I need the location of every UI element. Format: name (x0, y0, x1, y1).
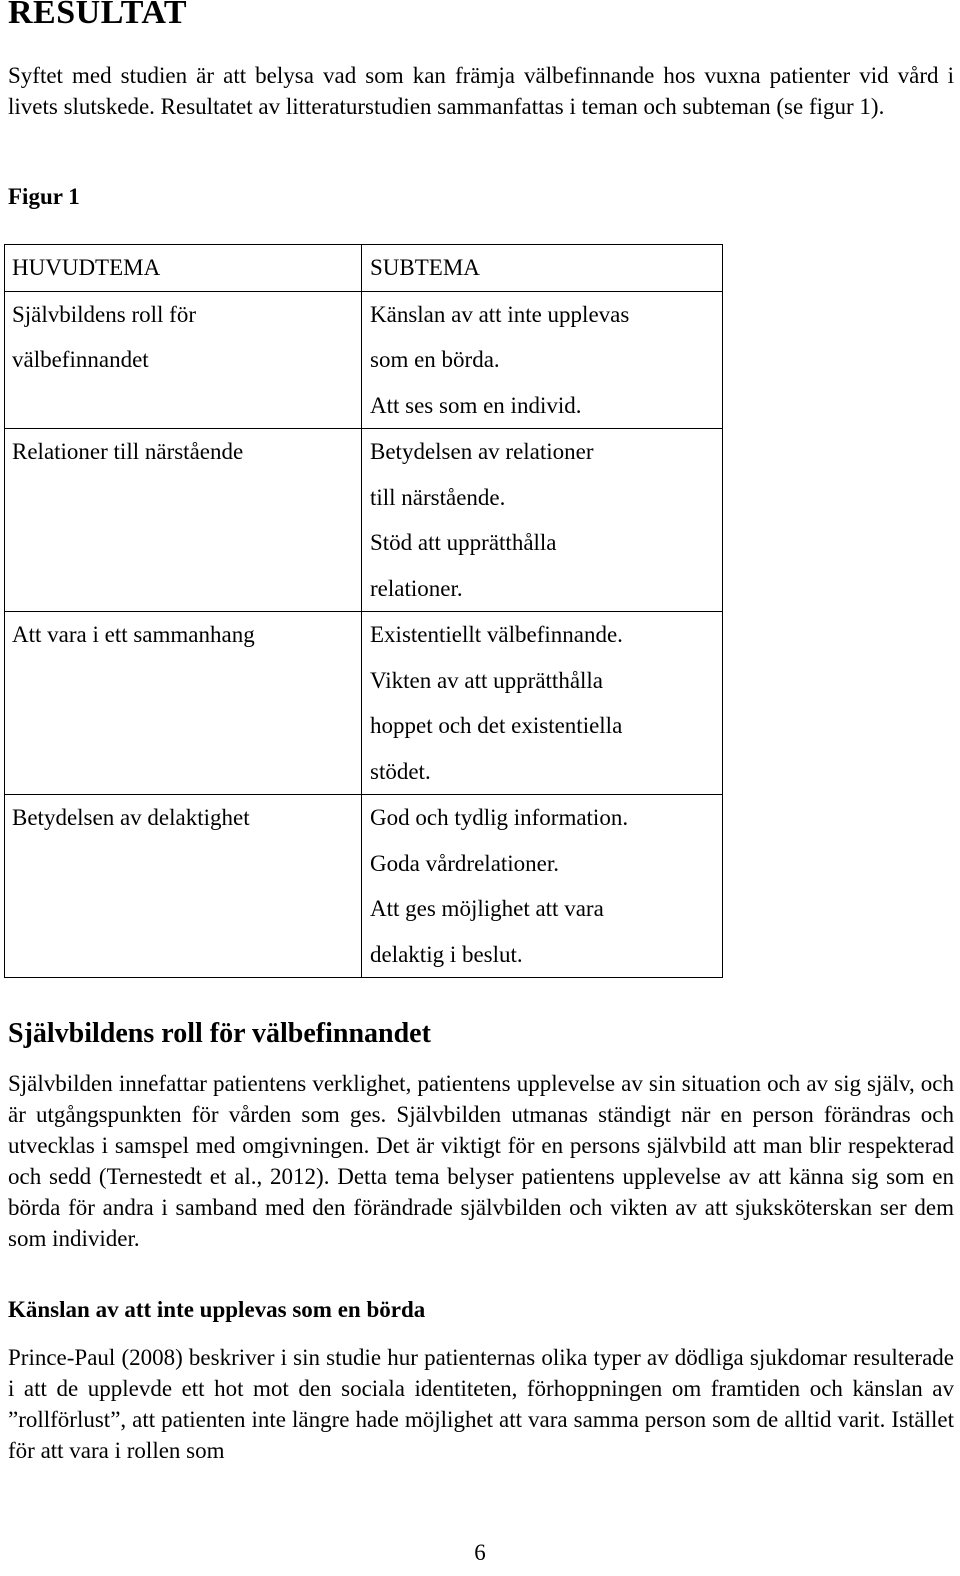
subtheme-line: God och tydlig information. (370, 805, 629, 830)
table-row (5, 291, 723, 429)
subtheme-line: Att ges möjlighet att vara (370, 896, 604, 921)
figure-table (4, 244, 723, 978)
subtheme-cell (362, 795, 723, 978)
table-row (5, 612, 723, 795)
header-cell-subtema (362, 245, 723, 292)
subtheme-line: Stöd att upprätthålla (370, 530, 557, 555)
intro-paragraph: Syftet med studien är att belysa vad som kan främja välbefinnande hos vuxna patienter vid vård i livets slutskede. Resultatet av litteraturstudien sammanfattas i teman och subteman (se figur 1). (8, 63, 954, 119)
theme-cell (5, 612, 362, 795)
subtheme-line: hoppet och det existentiella (370, 713, 623, 738)
theme-line: Att vara i ett sammanhang (12, 622, 255, 647)
subsection-heading: Känslan av att inte upplevas som en börda (8, 1297, 426, 1322)
theme-line: Betydelsen av delaktighet (12, 805, 250, 830)
subtheme-line: till närstående. (370, 484, 506, 510)
subtheme-line: Att ses som en individ. (370, 392, 582, 418)
subtheme-line: Existentiellt välbefinnande. (370, 622, 623, 647)
subtheme-cell (362, 291, 723, 429)
subtheme-line: Goda vårdrelationer. (370, 850, 560, 876)
subtheme-cell (362, 429, 723, 612)
subtheme-line: som en börda. (370, 347, 500, 372)
theme-line: Relationer till närstående (12, 439, 244, 464)
subtheme-line: delaktig i beslut. (370, 941, 523, 967)
subtheme-line: Betydelsen av relationer (370, 439, 594, 464)
theme-cell (5, 429, 362, 612)
subtheme-line: Vikten av att upprätthålla (370, 667, 604, 693)
figure-label: Figur 1 (8, 184, 80, 209)
header-cell-huvudtema (5, 245, 362, 292)
subtheme-line: relationer. (370, 575, 463, 601)
page-number: 6 (474, 1540, 486, 1565)
table-row (5, 795, 723, 978)
header-huvudtema: HUVUDTEMA (12, 255, 161, 280)
subtheme-line: Känslan av att inte upplevas (370, 301, 630, 327)
theme-line: Självbildens roll för (12, 301, 196, 327)
table-header-row (5, 245, 723, 292)
section-heading: Självbildens roll för välbefinnandet (8, 1018, 431, 1049)
subtheme-cell (362, 612, 723, 795)
page-heading: RESULTAT (8, 0, 188, 31)
theme-cell (5, 291, 362, 429)
header-subtema: SUBTEMA (370, 255, 480, 280)
section-paragraph: Självbilden innefattar patientens verklighet, patientens upplevelse av sin situation och av sig själv, och är utgångspunkten för vården som ges. Självbilden utmanas ständigt när en person förändras och utvecklas i samspel med omgivningen. Det är viktigt för en persons självbild att man blir respekterad och sedd (Ternestedt et al., 2012). Detta tema belyser patientens upplevelse av att känna sig som en börda för andra i samband med den förändrade självbilden och vikten av att sjuksköterskan ser dem som individer. (8, 1071, 954, 1251)
theme-cell (5, 795, 362, 978)
theme-line: välbefinnandet (12, 347, 149, 372)
subsection-paragraph: Prince-Paul (2008) beskriver i sin studie hur patienternas olika typer av dödliga sjukdomar resulterade i att de upplevde ett hot mot den sociala identiteten, förhoppningen om framtiden och känslan av ”rollförlust”, att patienten inte längre hade möjlighet att vara samma person som de alltid varit. Istället för att vara i rollen som (8, 1345, 954, 1463)
table-row (5, 429, 723, 612)
subtheme-line: stödet. (370, 758, 431, 784)
